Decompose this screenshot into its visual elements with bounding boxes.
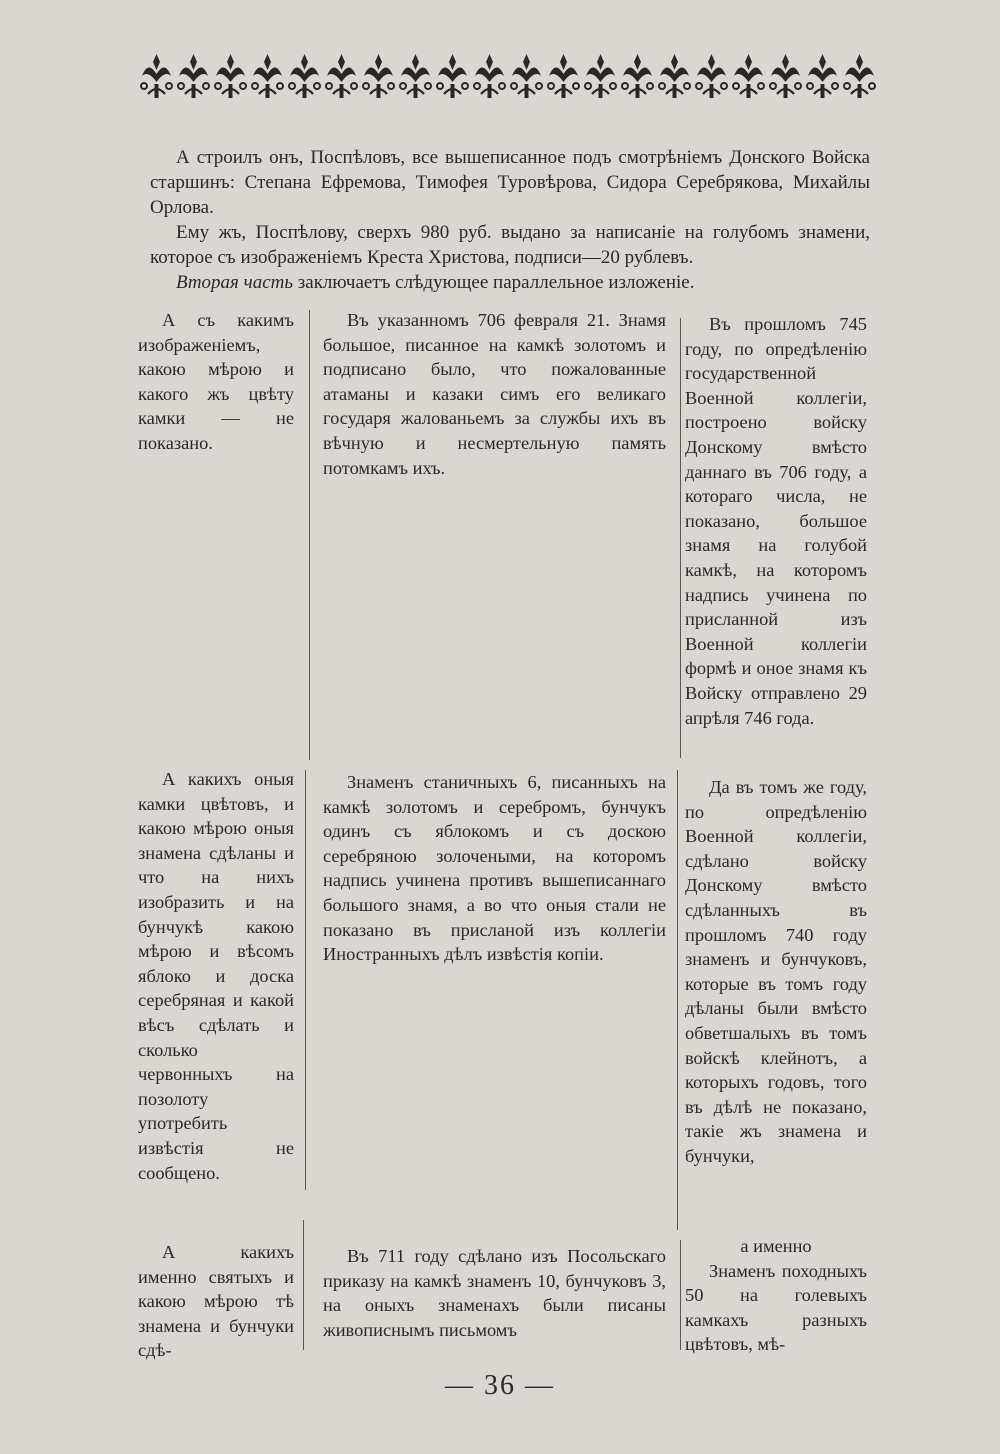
right-column-block-1: [685, 312, 867, 730]
ornamental-header-band: [138, 50, 878, 104]
right-column-block-3: [685, 1234, 867, 1357]
left-column-block-3: [138, 1240, 294, 1363]
divider-left-3: [303, 1220, 304, 1350]
intro-paragraph-2: Ему жъ, Поспѣлову, сверхъ 980 руб. выдано за написаніе на голубомъ знамени, которое съ изображеніемъ Креста Христова, подписи—20 рублевъ.: [150, 222, 870, 268]
right-text-3-heading: а именно: [740, 1236, 812, 1256]
left-column-block-2: [138, 767, 294, 1185]
right-column-block-2: [685, 775, 867, 1169]
divider-left-1: [309, 310, 310, 760]
divider-left-2: [305, 770, 306, 1190]
intro-italic-phrase: Вторая часть: [176, 272, 294, 293]
ornament-pattern: [138, 50, 878, 104]
intro-paragraph-1: А строилъ онъ, Поспѣловъ, все вышеписанное подъ смотрѣніемъ Донского Войска старшинъ: Степана Ефремова, Тимофея Туровѣрова, Сидора Серебрякова, Михайлы Орлова.: [150, 147, 870, 218]
middle-column-block-2: [323, 770, 666, 967]
middle-text-1: Въ указанномъ 706 февраля 21. Знамя большое, писанное на камкѣ золотомъ и подписано было, что пожалованные атаманы и казаки симъ его великаго государя жалованьемъ за службы ихъ въ вѣчную и несмертельную память потомкамъ ихъ.: [323, 310, 666, 478]
right-text-2: Да въ томъ же году, по опредѣленію Военной коллегіи, сдѣлано войску Донскому вмѣсто сдѣланныхъ въ прошломъ 740 году знаменъ и бунчуковъ, которые въ томъ году дѣланы были вмѣсто обветшалыхъ въ томъ войскѣ клейнотъ, а которыхъ годовъ, того въ дѣлѣ не показано, такіе жъ знамена и бунчуки,: [685, 777, 867, 1166]
divider-right-3: [680, 1240, 681, 1350]
intro-paragraph-3-rest: заключаетъ слѣдующее параллельное изложеніе.: [293, 272, 695, 293]
middle-column-block-1: [323, 308, 666, 480]
left-column-block-1: [138, 308, 294, 456]
right-text-3: Знаменъ походныхъ 50 на голевыхъ камкахъ разныхъ цвѣтовъ, мѣ-: [685, 1260, 867, 1355]
left-text-1: А съ какимъ изображеніемъ, какою мѣрою и какого жъ цвѣту камки — не показано.: [138, 310, 294, 453]
left-text-3: А какихъ именно святыхъ и какою мѣрою тѣ знамена и бунчуки сдѣ-: [138, 1242, 294, 1361]
intro-paragraph-3: [150, 270, 870, 295]
intro-text: [150, 145, 870, 295]
middle-text-2: Знаменъ станичныхъ 6, писанныхъ на камкѣ золотомъ и серебромъ, бунчукъ одинъ съ яблокомъ и съ доскою серебряною золочеными, на которомъ надпись учинена противъ вышеписаннаго большого знамя, а во что оныя стали не показано въ присланой изъ коллегіи Иностранныхъ дѣлъ извѣстія копіи.: [323, 772, 666, 965]
left-text-2: А какихъ оныя камки цвѣтовъ, и какою мѣрою оныя знамена сдѣланы и что на нихъ изобразить и на бунчукѣ какою мѣрою и вѣсомъ яблоко и доска серебряная и какой вѣсъ сдѣлать и сколько червонныхъ на позолоту употребить извѣстія не сообщено.: [138, 769, 294, 1183]
right-text-1: Въ прошломъ 745 году, по опредѣленію государственной Военной коллегіи, построено войску Донскому вмѣсто даннаго въ 706 году, а котораго числа, не показано, большое знамя на голубой камкѣ, на которомъ надпись учинена по присланной изъ Военной коллегіи формѣ и оное знамя къ Войску отправлено 29 апрѣля 746 года.: [685, 314, 867, 728]
page-number: — 36 —: [445, 1370, 555, 1401]
divider-right-2: [677, 770, 678, 1230]
middle-text-3: Въ 711 году сдѣлано изъ Посольскаго приказу на камкѣ знаменъ 10, бунчуковъ 3, на оныхъ знаменахъ были писаны живописнымъ письмомъ: [323, 1246, 666, 1340]
middle-column-block-3: [323, 1244, 666, 1342]
divider-right-1: [680, 318, 681, 758]
